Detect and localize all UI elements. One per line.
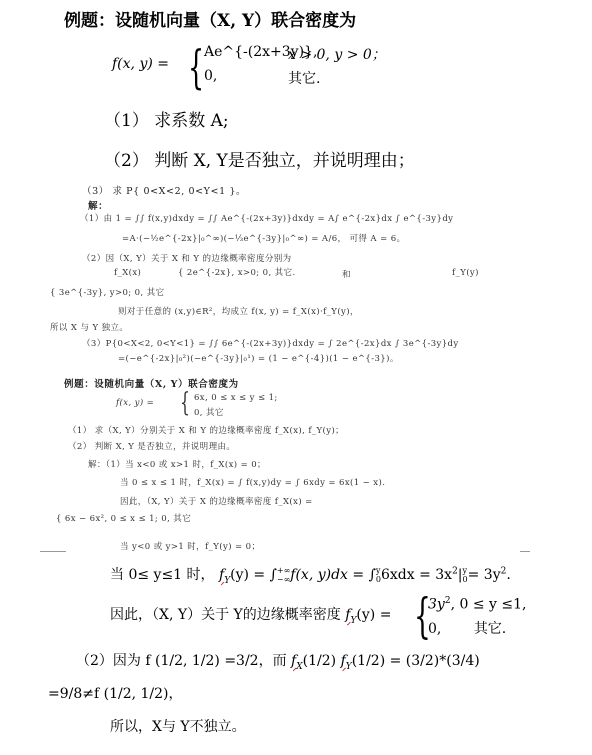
- main-line1-g: = 3y: [467, 567, 501, 583]
- faded-solution2-fx-cases: { 2e^{-2x}, x>0; 0, 其它.: [178, 268, 296, 278]
- faded-solution-label: 解：: [88, 201, 109, 212]
- faded-solution2-fy: f_Y(y): [452, 268, 479, 278]
- main-line2-case2-expr: 0,: [428, 621, 442, 637]
- main-line2-case1: [428, 596, 526, 613]
- example2-question2: （2） 判断 X, Y 是否独立，并说明理由。: [68, 442, 236, 452]
- main-line2-case1-expr: 3y: [428, 596, 445, 613]
- main-line3-sub1: X: [296, 661, 303, 672]
- main-line2-case2: [428, 618, 506, 638]
- example2-case1: 6x, 0 ≤ x ≤ y ≤ 1;: [194, 393, 278, 403]
- main-line3: [76, 650, 480, 672]
- main-line2-sub: Y: [350, 615, 357, 626]
- example2-solution-line3: 因此，（X, Y）关于 X 的边缘概率密度 f_X(x) =: [120, 497, 313, 507]
- main-line1-sup: 2: [452, 566, 458, 577]
- main-line3-f2: f: [340, 653, 346, 669]
- example1-title-text: 例题：设随机向量（X, Y）联合密度为: [64, 11, 357, 31]
- main-line1-lim2-top: y: [375, 566, 381, 575]
- main-line2-a: 因此，（X, Y）关于 Y的边缘概率密度: [110, 607, 341, 623]
- main-line1-bar: |: [457, 567, 463, 583]
- main-line2-b: (y) =: [356, 607, 392, 623]
- main-line1-h: .: [506, 567, 511, 583]
- main-line3-sub2: Y: [345, 661, 352, 672]
- faded-solution2-fy-cases: { 3e^{-3y}, y>0; 0, 其它: [50, 288, 165, 298]
- example2-function-lhs: f(x, y) =: [116, 398, 155, 408]
- main-line3-c: (1/2) = (3/2)*(3/4): [351, 653, 480, 669]
- example2-solution-line2: 当 0 ≤ x ≤ 1 时，f_X(x) = ∫ f(x,y)dy = ∫ 6xdy = 6x(1 − x).: [120, 478, 386, 488]
- main-line1-lim3-top: y: [462, 566, 468, 575]
- main-line1-lim2-bot: 0: [375, 575, 381, 584]
- example1-question2: （2） 判断 X, Y是否独立，并说明理由；: [104, 151, 415, 171]
- example1-case2-expr: 0,: [204, 68, 218, 84]
- main-line3-b: (1/2): [302, 653, 337, 669]
- main-line2-brace: {: [414, 588, 431, 644]
- separator-dash-left: [40, 551, 66, 552]
- example1-case1-cond: x > 0, y > 0；: [288, 47, 386, 63]
- main-line3-a: （2）因为 f (1/2, 1/2) =3/2，而: [76, 653, 287, 669]
- main-line1-limits1: [277, 566, 290, 584]
- main-line1-e: 6xdx = 3x: [380, 567, 453, 583]
- separator-dash-right: [520, 551, 530, 552]
- example1-question1: （1） 求系数 A;: [104, 111, 229, 131]
- main-line3-f1: f: [291, 653, 297, 669]
- faded-solution2: （2）因（X, Y）关于 X 和 Y 的边缘概率密度分别为: [82, 254, 292, 264]
- main-line2-case1-sup: 2: [444, 596, 451, 606]
- main-line2: [110, 604, 391, 626]
- example1-case1-expr: Ae^{-(2x+3y)},: [204, 44, 318, 60]
- main-line1-f: f: [219, 567, 225, 583]
- faded-solution1b: =A·(−½e^{-2x}|₀^∞)(−⅓e^{-3y}|₀^∞) = A/6， 可得 A = 6。: [122, 234, 406, 244]
- main-line1-lim3-bot: 0: [462, 575, 468, 584]
- main-line1-c: (y) = ∫: [230, 567, 277, 583]
- main-line2-f: f: [345, 607, 351, 623]
- example2-case2: 0, 其它: [194, 408, 224, 418]
- example2-solution-line3-cases: { 6x − 6x², 0 ≤ x ≤ 1; 0, 其它: [56, 514, 192, 524]
- example2-solution-line1: 解：（1）当 x<0 或 x>1 时，f_X(x) = 0；: [88, 460, 266, 470]
- example2-solution-line4: 当 y<0 或 y>1 时，f_Y(y) = 0；: [120, 542, 261, 552]
- example1-function-lhs: f(x, y) =: [112, 56, 169, 72]
- example2-title: 例题：设随机向量（X, Y）联合密度为: [64, 379, 239, 390]
- main-line1-d: f(x, y)dx = ∫: [290, 567, 376, 583]
- main-line2-case2-cond: 其它.: [473, 621, 507, 637]
- main-line2-case1-cond: , 0 ≤ y ≤1,: [450, 596, 527, 613]
- example1-brace: {: [188, 40, 205, 94]
- faded-solution2-line4: 所以 X 与 Y 独立。: [50, 323, 129, 333]
- main-line1-a: 当 0≤ y≤1 时，: [110, 567, 215, 583]
- faded-solution2-fx: f_X(x): [114, 268, 142, 278]
- faded-solution2-and: 和: [342, 270, 351, 280]
- main-line1-sup2: 2: [500, 566, 507, 577]
- main-line5: 所以，X与 Y不独立。: [110, 719, 246, 735]
- example1-case2-cond: 其它.: [288, 71, 321, 87]
- faded-solution3b: =(−e^{-2x}|₀²)(−e^{-3y}|₀¹) = (1 − e^{-4})(1 − e^{-3})。: [118, 354, 399, 364]
- main-line1-lim-bot: −∞: [276, 575, 291, 584]
- main-line4: =9/8≠f (1/2, 1/2)，: [48, 686, 183, 702]
- example2-question1: （1） 求（X, Y）分别关于 X 和 Y 的边缘概率密度 f_X(x), f_Y(y)；: [68, 426, 345, 436]
- faded-solution3: （3）P{0<X<2, 0<Y<1} = ∫∫ 6e^{-(2x+3y)}dxdy = ∫ 2e^{-2x}dx ∫ 3e^{-3y}dy: [82, 339, 459, 349]
- main-line1: [110, 564, 511, 586]
- faded-question3: （3） 求 P{ 0<X<2, 0<Y<1 }。: [82, 186, 247, 197]
- main-line1-lim-top: +∞: [276, 566, 291, 575]
- faded-solution1: （1）由 1 = ∫∫ f(x,y)dxdy = ∫∫ Ae^{-(2x+3y)}dxdy = A∫ e^{-2x}dx ∫ e^{-3y}dy: [80, 214, 454, 224]
- faded-solution2-line3: 则对于任意的 (x,y)∈R²，均成立 f(x, y) = f_X(x)·f_Y(y)，: [118, 307, 359, 317]
- main-line1-sub: Y: [224, 575, 231, 586]
- example2-brace: {: [180, 388, 190, 418]
- example1-title: [64, 6, 356, 31]
